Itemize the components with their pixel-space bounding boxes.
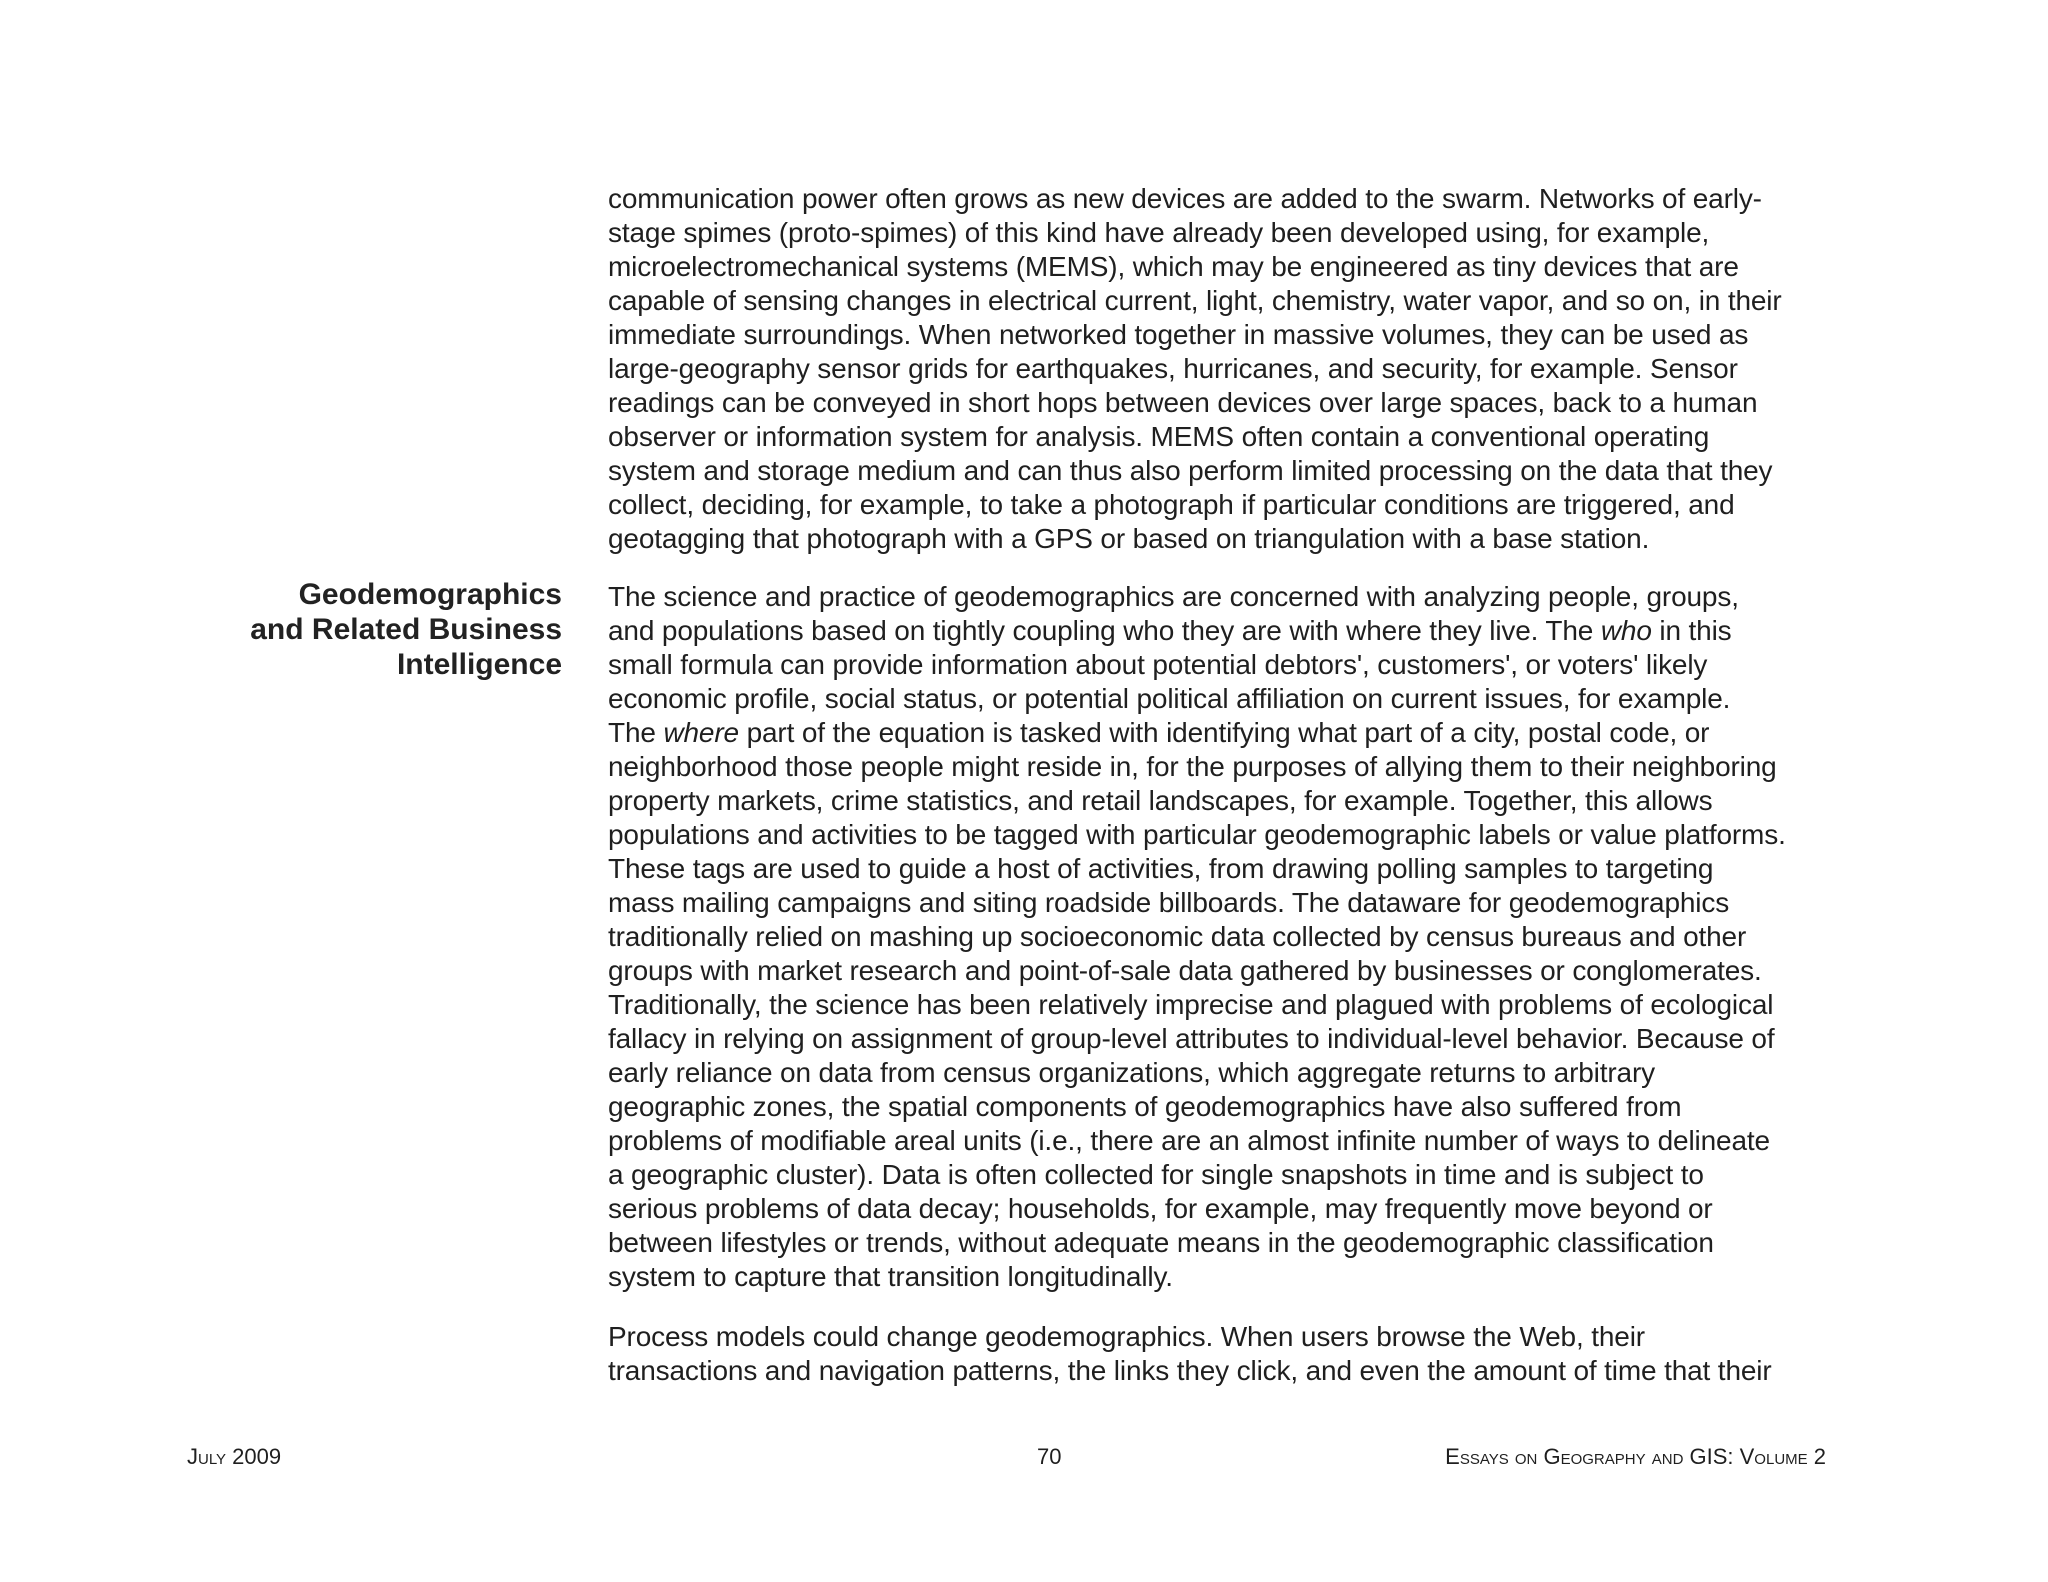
para2-line-21: system to capture that transition longitudinally. (608, 1261, 1173, 1292)
para2-line-20: between lifestyles or trends, without adequate means in the geodemographic classification (608, 1227, 1714, 1258)
section-heading (142, 577, 562, 682)
para2-line-4: economic profile, social status, or potential political affiliation on current issues, for example. (608, 683, 1731, 714)
para1-line-10: collect, deciding, for example, to take a photograph if particular conditions are triggered, and (608, 489, 1735, 520)
para2-line-13: Traditionally, the science has been relatively imprecise and plagued with problems of ecological (608, 989, 1774, 1020)
para2-line-16: geographic zones, the spatial components of geodemographics have also suffered from (608, 1091, 1682, 1122)
para2-line-8: populations and activities to be tagged with particular geodemographic labels or value platforms. (608, 819, 1786, 850)
para1-line-2: stage spimes (proto-spimes) of this kind have already been developed using, for example, (608, 217, 1710, 248)
para1-line-7: readings can be conveyed in short hops between devices over large spaces, back to a human (608, 387, 1758, 418)
para1-line-3: microelectromechanical systems (MEMS), which may be engineered as tiny devices that are (608, 251, 1739, 282)
para2-line-9: These tags are used to guide a host of activities, from drawing polling samples to targeting (608, 853, 1714, 884)
para1-line-1: communication power often grows as new devices are added to the swarm. Networks of early- (608, 183, 1762, 214)
section-heading-line-2: and Related Business (250, 613, 562, 646)
para1-line-11: geotagging that photograph with a GPS or based on triangulation with a base station. (608, 523, 1650, 554)
para2-line-18: a geographic cluster). Data is often collected for single snapshots in time and is subject to (608, 1159, 1704, 1190)
para2-line-7: property markets, crime statistics, and retail landscapes, for example. Together, this allows (608, 785, 1713, 816)
para2-line-14: fallacy in relying on assignment of group-level attributes to individual-level behavior. Because of (608, 1023, 1775, 1054)
para1-line-6: large-geography sensor grids for earthquakes, hurricanes, and security, for example. Sensor (608, 353, 1738, 384)
para3-line-1: Process models could change geodemographics. When users browse the Web, their (608, 1321, 1645, 1352)
emphasis-where: where (663, 717, 739, 748)
para2-line-1: The science and practice of geodemographics are concerned with analyzing people, groups, (608, 581, 1739, 612)
para1-line-9: system and storage medium and can thus also perform limited processing on the data that they (608, 455, 1773, 486)
para2-line-2: and populations based on tightly coupling who they are with where they live. The who in this (608, 615, 1732, 646)
para2-line-6: neighborhood those people might reside in, for the purposes of allying them to their neighboring (608, 751, 1777, 782)
para2-line-10: mass mailing campaigns and siting roadside billboards. The dataware for geodemographics (608, 887, 1730, 918)
para2-line-17: problems of modifiable areal units (i.e., there are an almost infinite number of ways to delineate (608, 1125, 1770, 1156)
para2-line-11: traditionally relied on mashing up socioeconomic data collected by census bureaus and other (608, 921, 1747, 952)
section-heading-line-3: Intelligence (396, 648, 562, 681)
para2-line-15: early reliance on data from census organizations, which aggregate returns to arbitrary (608, 1057, 1655, 1088)
footer-date: July 2009 (187, 1444, 282, 1469)
para3-line-2: transactions and navigation patterns, the links they click, and even the amount of time that their (608, 1355, 1772, 1386)
para1-line-5: immediate surroundings. When networked together in massive volumes, they can be used as (608, 319, 1749, 350)
para1-line-4: capable of sensing changes in electrical current, light, chemistry, water vapor, and so on, in their (608, 285, 1782, 316)
para2-line-3: small formula can provide information about potential debtors', customers', or voters' likely (608, 649, 1708, 680)
para2-line-5: The where part of the equation is tasked with identifying what part of a city, postal code, or (608, 717, 1710, 748)
section-heading-line-1: Geodemographics (298, 578, 562, 611)
emphasis-who: who (1600, 615, 1652, 646)
footer-publication: Essays on Geography and GIS: Volume 2 (1445, 1444, 1826, 1469)
para1-line-8: observer or information system for analysis. MEMS often contain a conventional operating (608, 421, 1710, 452)
para2-line-19: serious problems of data decay; households, for example, may frequently move beyond or (608, 1193, 1713, 1224)
footer-page-number: 70 (1037, 1444, 1062, 1469)
para2-line-12: groups with market research and point-of-sale data gathered by businesses or conglomerates. (608, 955, 1762, 986)
